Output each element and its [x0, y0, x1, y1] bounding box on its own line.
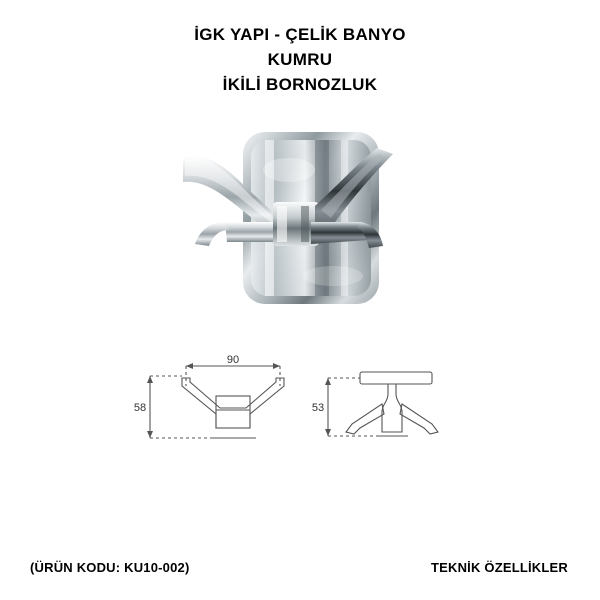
side-height-dimension: 53 [311, 402, 325, 414]
title-line-1: İGK YAPI - ÇELİK BANYO [194, 25, 406, 44]
title-line-2: KUMRU [267, 50, 333, 69]
product-photo [165, 110, 435, 330]
product-code: (ÜRÜN KODU: KU10-002) [30, 560, 190, 575]
tech-specs-label: TEKNİK ÖZELLİKLER [430, 560, 568, 575]
title-line-3: İKİLİ BORNOZLUK [222, 75, 378, 94]
page-title [0, 22, 600, 97]
technical-drawings [120, 352, 500, 462]
front-width-dimension: 90 [226, 354, 240, 366]
front-height-dimension: 58 [133, 402, 147, 414]
